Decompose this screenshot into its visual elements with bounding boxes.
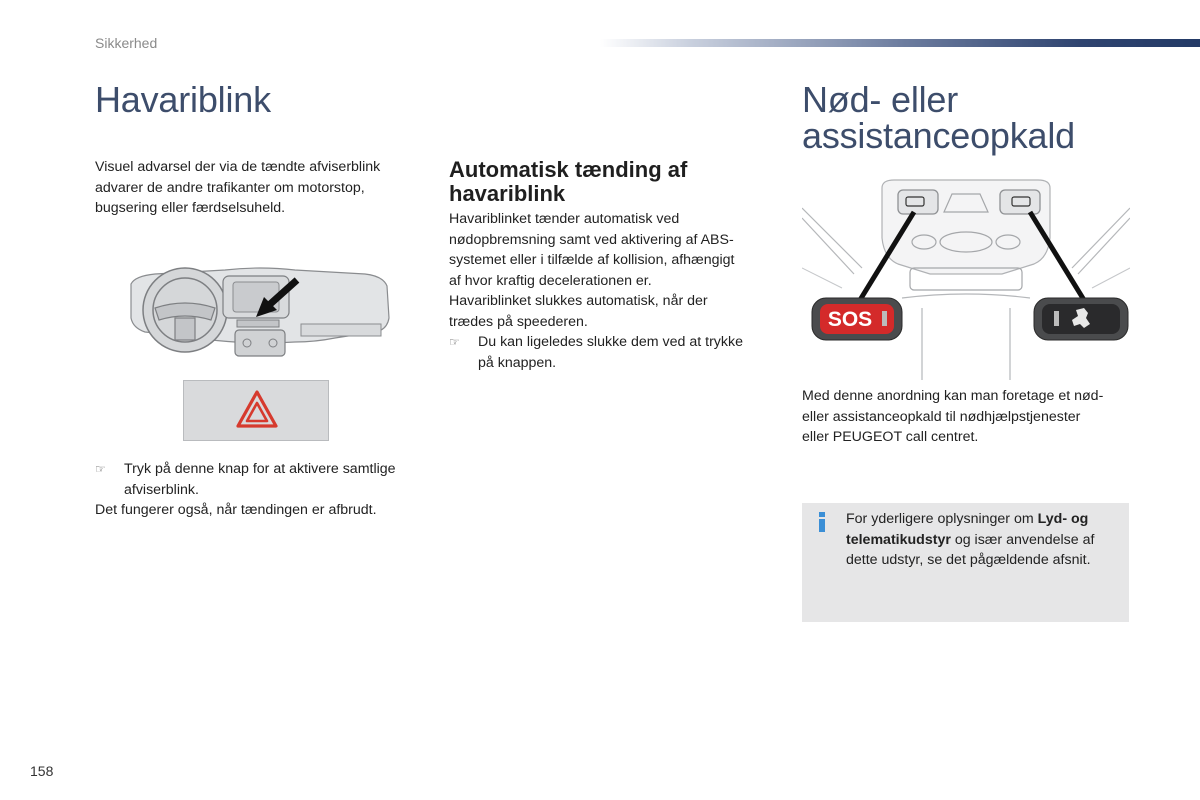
- intro-line: bugsering eller færdselsuheld.: [95, 200, 286, 216]
- info-text-bold: Lyd- og: [1037, 511, 1089, 527]
- subtitle-line: Automatisk tænding af: [449, 157, 688, 182]
- title-havariblink: Havariblink: [95, 79, 271, 120]
- title-nod-eller: [802, 79, 1182, 156]
- para-line: eller PEUGEOT call centret.: [802, 429, 979, 445]
- para-line: Med denne anordning kan man foretage et nød-: [802, 388, 1104, 404]
- right-paragraph: [802, 386, 1142, 448]
- info-text: [846, 509, 1116, 571]
- bullet-line: Du kan ligeledes slukke dem ved at trykke: [478, 334, 743, 350]
- info-text-part: For yderligere oplysninger om: [846, 511, 1038, 527]
- sos-label: SOS: [827, 308, 873, 331]
- para-line: trædes på speederen.: [449, 313, 588, 330]
- sos-console-illustration: [802, 178, 1130, 380]
- header-gradient-bar: [600, 39, 1200, 47]
- note-text: Det fungerer også, når tændingen er afbrudt.: [95, 502, 377, 518]
- section-label: Sikkerhed: [95, 35, 158, 51]
- info-text-part: og især anvendelse af: [950, 531, 1095, 548]
- page-number: 158: [30, 763, 54, 779]
- left-bullet: [95, 459, 435, 521]
- para-line: systemet eller i tilfælde af kollision, afhængigt: [449, 252, 735, 268]
- info-icon: [818, 512, 826, 532]
- para-line: Havariblinket tænder automatisk ved: [449, 211, 680, 227]
- indicator-led: [1054, 311, 1059, 326]
- hazard-triangle-icon: [235, 389, 279, 429]
- dashboard-illustration: [125, 262, 391, 372]
- para-line: af hvor kraftig decelerationen er.: [449, 272, 652, 289]
- info-text-bold: telematikudstyr: [846, 531, 951, 548]
- hazard-button-illustration: [183, 380, 329, 441]
- para-line: eller assistanceopkald til nødhjælpstjenester: [802, 408, 1081, 425]
- bullet-line: Tryk på denne knap for at aktivere samtlige: [124, 461, 396, 477]
- para-line: Havariblinket slukkes automatisk, når der: [449, 293, 708, 309]
- para-line: nødopbremsning samt ved aktivering af ABS-: [449, 231, 734, 248]
- bullet-line: afviserblink.: [124, 481, 199, 498]
- intro-text: [95, 157, 425, 219]
- title-line: assistanceopkald: [802, 115, 1075, 156]
- middle-paragraph: [449, 209, 779, 373]
- pointing-hand-icon: ☞: [95, 462, 106, 476]
- pointing-hand-icon: ☞: [449, 335, 460, 349]
- info-text-part: dette udstyr, se det pågældende afsnit.: [846, 552, 1091, 568]
- intro-line: advarer de andre trafikanter om motorstop,: [95, 179, 365, 196]
- subtitle-automatisk: [449, 158, 769, 206]
- subtitle-line: havariblink: [449, 181, 566, 206]
- title-line: Nød- eller: [802, 79, 959, 120]
- intro-line: Visuel advarsel der via de tændte afviserblink: [95, 159, 381, 175]
- bullet-line: på knappen.: [478, 354, 557, 371]
